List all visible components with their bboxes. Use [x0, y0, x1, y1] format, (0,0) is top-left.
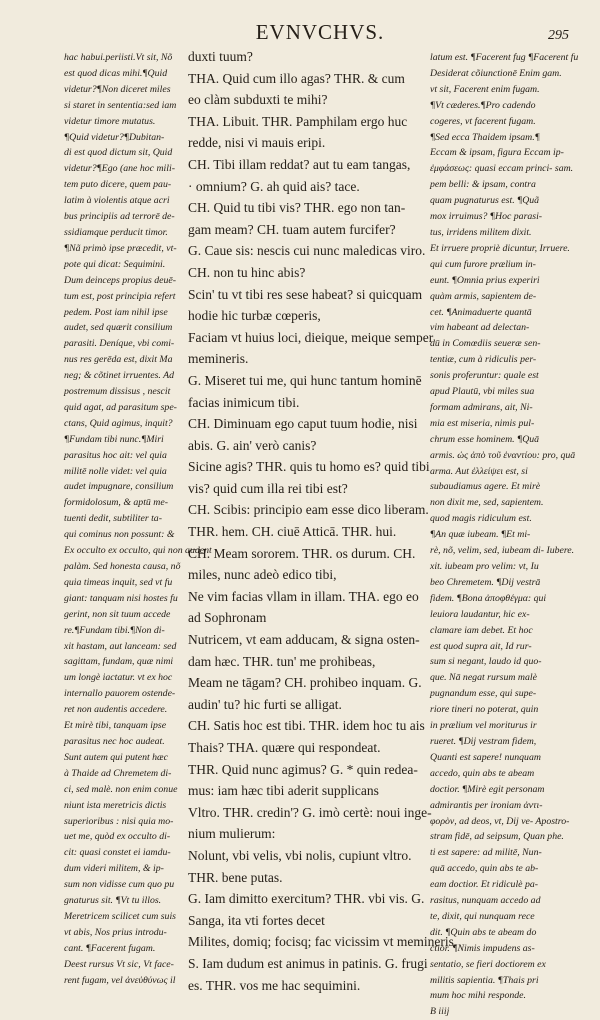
commentary-line: cant. ¶Facerent fugam. — [64, 942, 156, 954]
commentary-line: videtur timore mutatus. — [64, 115, 156, 127]
commentary-line: parasitus nec hoc audeat. — [64, 735, 165, 747]
commentary-line: ti est sapere: ad militē, Nun- — [430, 847, 542, 859]
commentary-line: eam doctior. Et ridiculè pa- — [430, 879, 539, 891]
commentary-line: videtur?¶Ego (ane hoc mili- — [64, 163, 175, 175]
verse-line: G. Caue sis: nescis cui nunc maledicas viro. — [188, 243, 426, 259]
commentary-line: ¶An quæ iubeam. ¶Et mi- — [430, 529, 531, 541]
commentary-line: B iiij — [430, 1006, 450, 1018]
commentary-line: Eccam & ipsam, figura Eccam ip- — [430, 147, 564, 159]
commentary-line: arma. Aut ἐλλείψει est, si — [430, 465, 528, 477]
commentary-line: quod magis ridiculum est. — [430, 513, 532, 525]
commentary-line: gerint, non sit tuum accede — [64, 608, 171, 620]
commentary-line: videtur?¶Non diceret miles — [64, 83, 171, 95]
commentary-line: est quod dicas mihi.¶Quid — [64, 67, 168, 79]
verse-line: eo clàm subduxti te mihi? — [188, 92, 328, 108]
commentary-line: rent fugam, vel ἀνεὐθύνως il — [64, 974, 176, 986]
running-title: EVNVCHVS. — [255, 20, 385, 44]
commentary-line: pem belli: & ipsam, contra — [430, 179, 536, 191]
commentary-line: armis. ὡς ἀπὸ τοῦ ἐναντίου: pro, quā — [430, 449, 576, 461]
verse-line: duxti tuum? — [188, 49, 253, 64]
commentary-line: uet me, quòd ex occulto di- — [64, 831, 171, 843]
play-text-column — [188, 46, 458, 996]
verse-line: CH. Diminuam ego caput tuum hodie, nisi — [188, 416, 418, 432]
commentary-line: mum hoc mihi responde. — [430, 990, 526, 1002]
commentary-line: que. Nā negat rursum malè — [430, 672, 537, 684]
verse-line: Meam ne tāgam? CH. prohibeo inquam. G. — [188, 675, 422, 691]
verse-line: Scin' tu vt tibi res sese habeat? si quicquam — [188, 286, 423, 302]
commentary-line: ret non audentis accedere. — [64, 704, 168, 716]
verse-line: CH. Satis hoc est tibi. THR. idem hoc tu ais — [188, 718, 425, 734]
commentary-line: ¶Vt cæderes.¶Pro cadendo — [430, 99, 536, 111]
commentary-line: si staret in sententia:sed iam — [64, 99, 177, 111]
commentary-line: leuiora laudantur, hic ex- — [430, 608, 530, 620]
verse-line: dam hæc. THR. tun' me prohibeas, — [188, 653, 376, 669]
verse-line: audin' tu? hic furti se alligat. — [188, 696, 342, 712]
verse-line: Faciam vt huius loci, dieique, meique semper — [188, 329, 434, 345]
commentary-line: ¶Fundam tibi nunc.¶Miri — [64, 433, 164, 445]
verse-line: · omnium? G. ah quid ais? tace. — [188, 178, 360, 194]
commentary-line: ἐμφάσεως: quasi eccam princi- sam. — [430, 163, 574, 175]
verse-line: Milites, domiq; focisq; fac vicissim vt memineris. — [188, 934, 458, 950]
commentary-line: à Thaide ad Chremetem di- — [64, 767, 172, 779]
commentary-line: tuenti dedit, subtiliter ta- — [64, 513, 162, 525]
commentary-line: tem puto dicere, quem pau- — [64, 179, 172, 191]
commentary-line: vim habeant ad delectan- — [430, 322, 530, 334]
commentary-line: nus res gerēda est, dixit Ma — [64, 354, 173, 366]
commentary-line: formidolosum, & aptū me- — [64, 497, 168, 509]
commentary-line: doctior. ¶Mirè egit personam — [430, 783, 545, 795]
commentary-line: subaudiamus agere. Et mirè — [430, 481, 541, 493]
commentary-line: dit. ¶Quin abs te abeam do — [430, 926, 537, 938]
verse-line: mus: iam hæc tibi aderit supplicans — [188, 783, 379, 799]
commentary-line: non dixit me, sed, sapientem. — [430, 497, 544, 509]
verse-line: Nutricem, vt eam adducam, & signa osten- — [188, 632, 420, 648]
commentary-line: qui cominus non possunt: & — [64, 529, 175, 541]
commentary-line: ctans, Quid agimus, inquit? — [64, 417, 173, 429]
verse-line: THR. hem. CH. ciuē Atticā. THR. hui. — [188, 524, 397, 540]
verse-line: CH. Quid tu tibi vis? THR. ego non tan- — [188, 200, 406, 216]
commentary-line: rè, nõ, velim, sed, iubeam di- Iubere. — [430, 545, 575, 557]
commentary-line: postremum dissisus , nescit — [64, 386, 171, 398]
commentary-line: sentatio, se fieri doctiorem ex — [430, 958, 546, 970]
verse-line: THR. Quid nunc agimus? G. * quin redea- — [188, 761, 418, 777]
verse-line: es. THR. vos me hac sequimini. — [188, 977, 361, 993]
commentary-line: Desiderat cõiunctionē Enim gam. — [430, 67, 562, 79]
verse-line: Ne vim facias vllam in illam. THA. ego eo — [188, 588, 419, 604]
commentary-line: mox irruimus? ¶Hoc parasi- — [430, 211, 543, 223]
verse-line: Thais? THA. quære qui respondeat. — [188, 740, 381, 755]
commentary-line: vt abis, Nos prius introdu- — [64, 926, 167, 938]
commentary-line: riore tineri no poterat, quin — [430, 704, 539, 716]
commentary-line: Deest rursus Vt sic, Vt face- — [64, 958, 174, 970]
commentary-line: sonis proferuntur: quale est — [430, 370, 539, 382]
commentary-line: tus, irridens militem dixit. — [430, 226, 532, 238]
commentary-line: niunt ista meretricis dictis — [64, 799, 167, 811]
commentary-line: um longè iactatur. vt ex hoc — [64, 672, 173, 684]
verse-line: Nolunt, vbi velis, vbi nolis, cupiunt vltro. — [188, 847, 412, 863]
verse-line: THA. Libuit. THR. Pamphilam ergo huc — [188, 113, 408, 129]
commentary-line: ¶Quid videtur?¶Dubitan- — [64, 131, 165, 143]
commentary-line: fidem. ¶Bona ἀποφθέγμα: qui — [430, 592, 547, 604]
commentary-line: gnaturus sit. ¶Vt tu illos. — [64, 895, 162, 907]
verse-line: memineris. — [188, 351, 249, 367]
commentary-line: cet. ¶Animaduerte quantā — [430, 306, 532, 318]
commentary-line: eunt. ¶Omnia prius experiri — [430, 274, 540, 286]
commentary-line: Dum deinceps propius deuē- — [64, 274, 177, 286]
verse-line: CH. Tibi illam reddat? aut tu eam tangas, — [188, 156, 411, 172]
commentary-line: parasiti. Deníque, vbi comi- — [64, 338, 175, 350]
commentary-line: apud Plautū, vbi miles sua — [430, 386, 535, 398]
commentary-line: sagittam, fundam, quæ nimi — [64, 656, 174, 668]
commentary-line: hac habui.periisti.Vt sit, Nõ — [64, 52, 173, 63]
commentary-line: φορὸν, ad deos, vt, Dij ve- Apostro- — [430, 815, 570, 827]
commentary-line: bus principiis ad terrorē de- — [64, 211, 175, 223]
verse-line: G. Iam dimitto exercitum? THR. vbi vis. G. — [188, 891, 425, 907]
commentary-line: te, dixit, qui nunquam rece — [430, 910, 535, 922]
commentary-line: quàm armis, sapientem de- — [430, 290, 537, 302]
verse-line: gam meam? CH. tuam autem furcifer? — [188, 221, 396, 237]
commentary-line: latum est. ¶Facerent fug ¶Facerent fu — [430, 52, 579, 63]
commentary-line: vt sit, Facerent enim fugam. — [430, 83, 540, 95]
verse-line: THR. bene putas. — [188, 869, 283, 885]
commentary-line: parasitus hoc ait: vel quia — [64, 449, 167, 461]
commentary-line: di est quod dictum sit, Quid — [64, 147, 173, 159]
commentary-line: xit. iubeam pro velim: vt, Iu — [430, 561, 539, 572]
commentary-line: beo Chremetem. ¶Dij vestrā — [430, 576, 541, 588]
commentary-line: audet impugnare, consilium — [64, 481, 174, 493]
commentary-line: superioribus : nisi quia mo- — [64, 815, 174, 827]
commentary-line: Meretricem scilicet cum suis — [64, 910, 176, 922]
commentary-line: pote qui dicat: Sequimini. — [64, 258, 166, 270]
right-commentary-column — [430, 50, 579, 1020]
verse-line: abis. G. ain' verò canis? — [188, 437, 317, 453]
commentary-line: quā accedo, quin abs te ab- — [430, 863, 539, 875]
commentary-line: Et irruere propriè dicuntur, Irruere. — [430, 242, 570, 254]
verse-line: Sanga, ita vti fortes decet — [188, 912, 325, 928]
commentary-line: rueret. ¶Dij vestram fidem, — [430, 735, 537, 747]
commentary-line: pedem. Post iam nihil ipse — [64, 306, 168, 318]
verse-line: G. Miseret tui me, qui hunc tantum hominē — [188, 372, 422, 388]
commentary-line: xit hastam, aut lanceam: sed — [64, 640, 177, 652]
commentary-line: quia timeas inquit, sed vt fu — [64, 576, 173, 588]
verse-line: S. Iam dudum est animus in patinis. G. frugi — [188, 955, 428, 971]
commentary-line: quam pugnaturus est. ¶Quã — [430, 195, 540, 207]
commentary-line: ssidiamque perducit timor. — [64, 226, 168, 238]
verse-line: ad Sophronam — [188, 610, 267, 626]
commentary-line: mia est miseria, nimis pul- — [430, 417, 535, 429]
commentary-line: Ex occulto ex occulto, qui non audent — [64, 545, 212, 557]
commentary-line: ctior. ¶Nimis impudens as- — [430, 942, 535, 954]
commentary-line: admirantis per ironiam ἀντι- — [430, 799, 543, 811]
left-commentary-column — [64, 50, 212, 988]
commentary-line: militis sapientia. ¶Thais pri — [430, 974, 539, 986]
commentary-line: Sunt autem qui putent hæc — [64, 751, 168, 763]
commentary-line: tum est, post principia refert — [64, 290, 176, 302]
commentary-line: sum si negant, laudo id quo- — [430, 656, 542, 668]
commentary-line: rasitus, nunquam accedo ad — [430, 895, 541, 907]
commentary-line: neg; & cõtinet irruentes. Ad — [64, 370, 175, 382]
commentary-line: internallo pauorem ostende- — [64, 688, 176, 700]
commentary-line: qui cum furore prælium in- — [430, 258, 536, 270]
commentary-line: ¶Sed ecca Thaidem ipsam.¶ — [430, 131, 540, 143]
verse-line: miles, nunc adeò edico tibi, — [188, 567, 337, 583]
commentary-line: stram fidē, ad seipsum, Quan phe. — [430, 831, 564, 843]
commentary-line: cit: quasi constet ei iamdu- — [64, 847, 171, 859]
commentary-line: sum non vidisse cum quo pu — [64, 879, 175, 891]
verse-line: vis? quid cum illa rei tibi est? — [188, 480, 348, 496]
commentary-line: cogeres, vt facerent fugam. — [430, 115, 536, 127]
commentary-line: audet, sed quærit consilium — [64, 322, 173, 334]
verse-line: THA. Quid cum illo agas? THR. & cum — [188, 70, 405, 86]
verse-line: Sicine agis? THR. quis tu homo es? quid tibi — [188, 459, 430, 475]
commentary-line: pugnandum esse, qui supe- — [430, 688, 537, 700]
commentary-line: accedo, quin abs te abeam — [430, 767, 535, 779]
commentary-line: militē nolle videt: vel quia — [64, 465, 167, 477]
commentary-line: dū in Comœdiis seueræ sen- — [430, 338, 541, 350]
commentary-line: giant: tanquam nisi hostes fu — [64, 592, 178, 604]
commentary-line: dum videri militem, & ip- — [64, 863, 164, 875]
commentary-line: ci, sed malè. non enim conue — [64, 783, 178, 795]
commentary-line: Et mirè tibi, tanquam ipse — [64, 720, 167, 732]
verse-line: CH. non tu hinc abis? — [188, 264, 306, 280]
verse-line: CH. Scibis: principio eam esse dico liberam. — [188, 502, 429, 518]
verse-line: Vltro. THR. credin'? G. imò certè: noui inge- — [188, 804, 432, 820]
verse-line: CH. Meam sororem. THR. os durum. CH. — [188, 545, 416, 561]
commentary-line: latim à violentis atque acri — [64, 195, 170, 207]
commentary-line: Quanti est sapere! nunquam — [430, 751, 541, 763]
verse-line: hodie hic turbæ cœperis, — [188, 308, 321, 324]
verse-line: facias inimicum tibi. — [188, 394, 300, 410]
commentary-line: formam admirans, ait, Ni- — [430, 401, 533, 413]
commentary-line: clamare iam debet. Et hoc — [430, 624, 533, 636]
commentary-line: est quod supra ait, Id rur- — [430, 640, 532, 652]
verse-line: nium mulierum: — [188, 826, 276, 842]
commentary-line: in prælium vel moriturus ir — [430, 720, 537, 732]
commentary-line: re.¶Fundam tibi.¶Non di- — [64, 624, 165, 636]
commentary-line: quid agat, ad parasitum spe- — [64, 401, 177, 413]
commentary-line: palàm. Sed honesta causa, nõ — [64, 561, 181, 572]
page-number: 295 — [548, 28, 569, 43]
verse-line: redde, nisi vi mauis eripi. — [188, 135, 326, 151]
commentary-line: chrum esse hominem. ¶Quā — [430, 433, 540, 445]
commentary-line: ¶Nã primò ipse præcedit, vt- — [64, 242, 177, 254]
commentary-line: tentiæ, cum à ridiculis per- — [430, 354, 537, 366]
